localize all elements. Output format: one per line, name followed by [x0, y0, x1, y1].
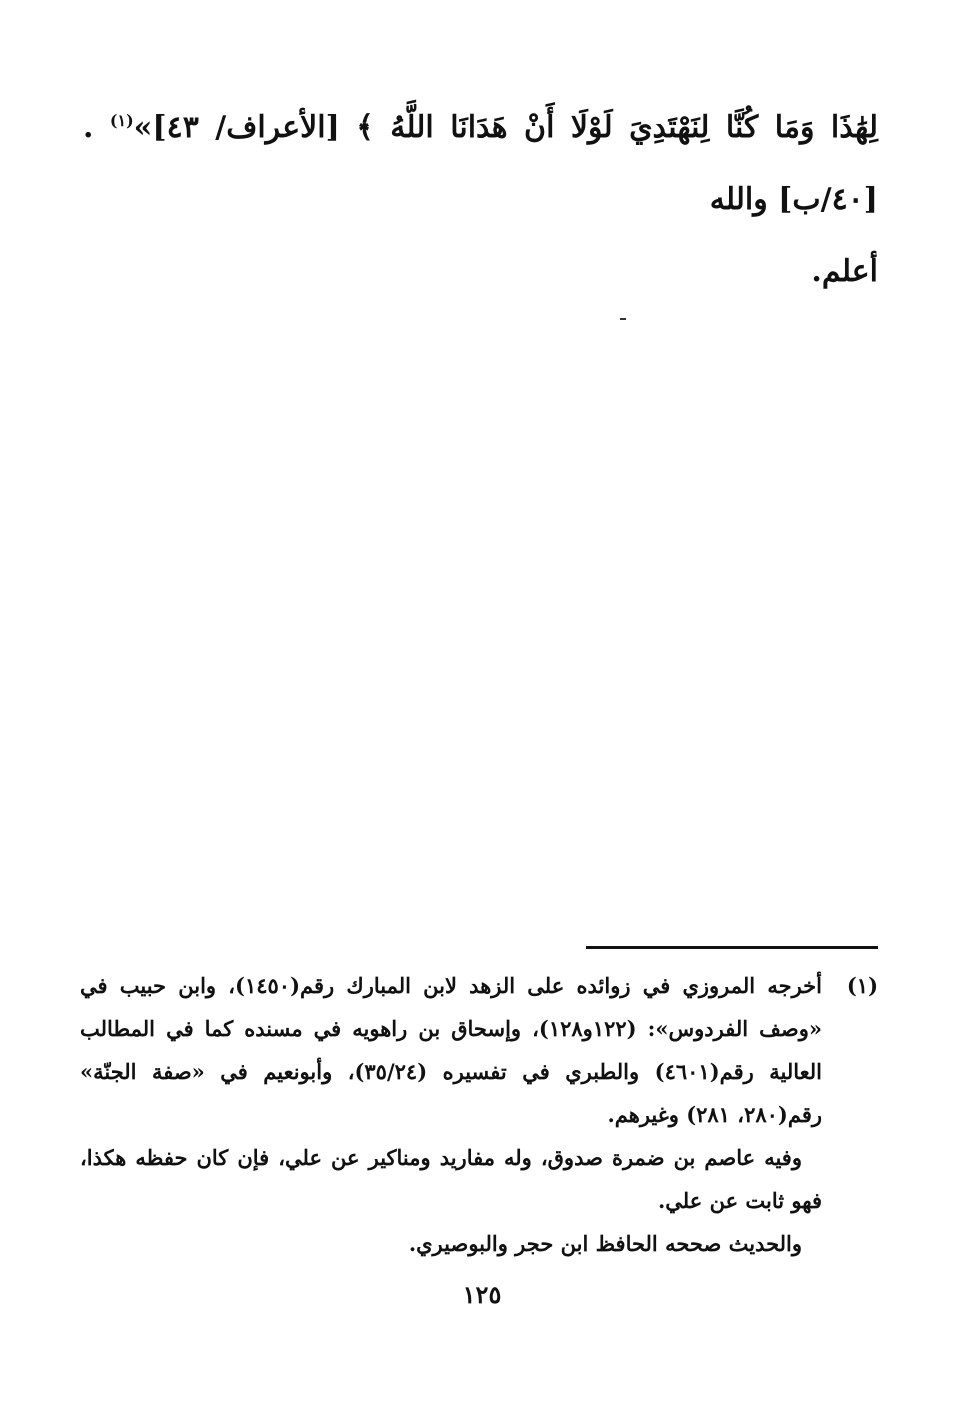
footnote-reference[interactable]: (١) — [109, 111, 134, 130]
footnote-number: (١) — [846, 973, 878, 998]
footnote-paragraph: أخرجه المروزي في زوائده على الزهد لابن المبارك رقم(١٤٥٠)، وابن حبيب في «وصف الفردوس»: (١٢٢و١٢٨)، وإسحاق بن راهويه في مسنده كما في المطالب العالية رقم(٤٦٠١) والطبري في تفسيره (٣٥/٢٤)، وأبونعيم في «صفة الجنّة» رقم(٢٨٠، ٢٨١) وغيرهم. — [80, 973, 822, 1127]
after-reference-text: . [٤٠/ب] والله — [83, 110, 878, 217]
page-number: ١٢٥ — [462, 1280, 502, 1309]
verse-citation: [الأعراف/ ٤٣]» — [133, 110, 340, 145]
footnote-paragraph: والحديث صححه الحافظ ابن حجر والبوصيري. — [408, 1231, 802, 1256]
print-speck — [620, 318, 626, 320]
main-text — [83, 92, 878, 308]
footnote-paragraph: وفيه عاصم بن ضمرة صدوق، وله مفاريد ومناكير عن علي، فإن كان حفظه هكذا، فهو ثابت عن علي. — [80, 1145, 822, 1213]
main-line-2: أعلم. — [811, 254, 878, 289]
verse-bracket-close: ﴾ — [356, 110, 374, 145]
footnote-1 — [80, 964, 878, 1265]
main-paragraph — [83, 92, 878, 236]
footnotes — [80, 964, 878, 1265]
footnote-divider — [586, 946, 878, 949]
verse-text: لِهَٰذَا وَمَا كُنَّا لِنَهْتَدِيَ لَوْلَا أَنْ هَدَانَا اللَّهُ — [390, 110, 878, 145]
